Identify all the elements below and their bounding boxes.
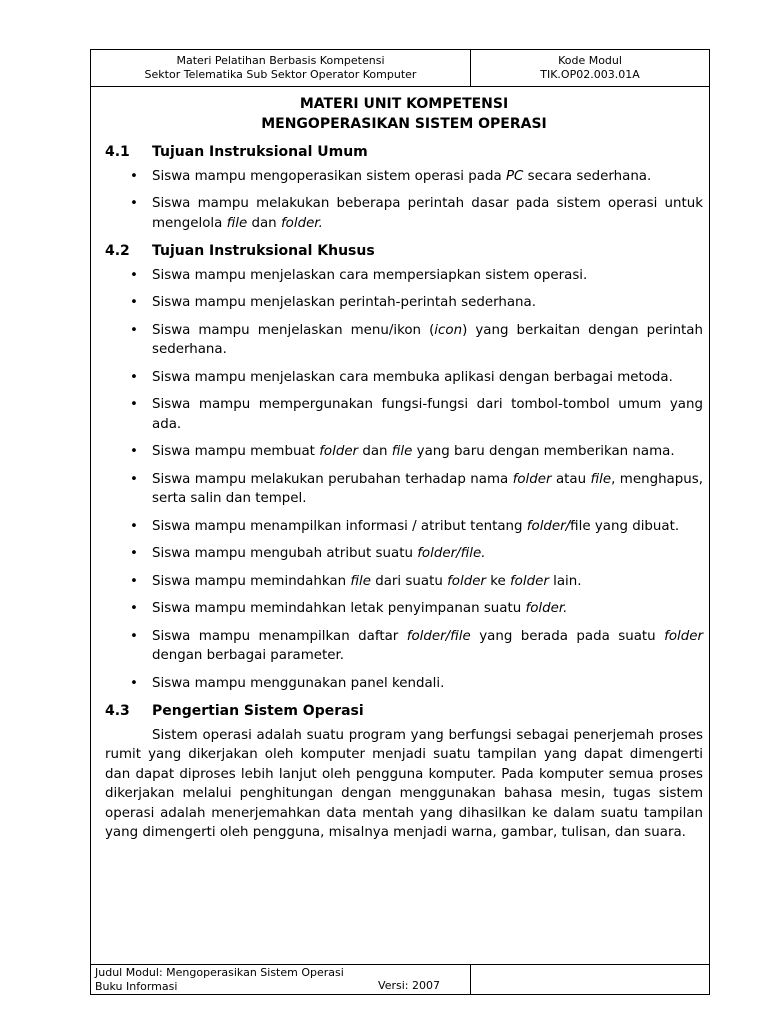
header-training-title: Materi Pelatihan Berbasis Kompetensi (176, 54, 385, 67)
section-number: 4.2 (105, 243, 130, 259)
italic-term: folder/file. (417, 546, 486, 561)
bullet-list (105, 167, 703, 234)
list-item: • Siswa mampu menampilkan informasi / atribut tentang folder/file yang dibuat. (105, 517, 703, 537)
italic-term: folder (447, 573, 486, 589)
page-footer (91, 964, 709, 994)
title-line-2: MENGOPERASIKAN SISTEM OPERASI (261, 116, 547, 132)
list-item: • Siswa mampu melakukan perubahan terhadap nama folder atau file, menghapus, serta salin dan tempel. (105, 470, 703, 509)
italic-term: folder (664, 628, 703, 644)
italic-term: PC (505, 168, 524, 184)
section-number: 4.3 (105, 703, 130, 719)
italic-term: icon (434, 322, 463, 338)
footer-version: Versi: 2007 (378, 979, 440, 992)
italic-term: file (391, 444, 413, 459)
list-item: • Siswa mampu menjelaskan cara membuka aplikasi dengan berbagai metoda. (105, 368, 703, 388)
body-paragraph: Sistem operasi adalah suatu program yang berfungsi sebagai penerjemah proses rumit yang dikerjakan oleh komputer menjadi suatu tampilan yang dapat dimengerti dan dapat diproses lebih lanjut oleh pengguna komputer. Pada komputer semua proses dikerjakan melalui penghitungan dengan menggunakan bahasa mesin, tugas sistem operasi adalah menerjemahkan data mentah yang dihasilkan ke dalam suatu tampilan yang dimengerti oleh pengguna, misalnya menjadi warna, gambar, tulisan, dan suara. (105, 727, 703, 840)
header-code-value: TIK.OP02.003.01A (540, 68, 640, 81)
section-heading (105, 242, 703, 262)
header-code-label: Kode Modul (558, 54, 622, 67)
document-title (105, 94, 703, 134)
section-title: Tujuan Instruksional Umum (152, 144, 368, 160)
list-item: • Siswa mampu menjelaskan cara mempersiapkan sistem operasi. (105, 266, 703, 286)
list-item: • Siswa mampu memindahkan letak penyimpanan suatu folder. (105, 599, 703, 619)
footer-blank-cell (471, 965, 709, 994)
section-title: Tujuan Instruksional Khusus (152, 243, 375, 259)
document-body (105, 94, 703, 843)
page-header (91, 50, 709, 87)
italic-term: folder (512, 471, 552, 487)
list-item: • Siswa mampu melakukan beberapa perintah dasar pada sistem operasi untuk mengelola file dan folder. (105, 194, 703, 233)
header-sector: Sektor Telematika Sub Sektor Operator Komputer (144, 68, 417, 81)
list-item: • Siswa mampu memindahkan file dari suatu folder ke folder lain. (105, 572, 703, 592)
italic-term: folder/file (406, 628, 471, 644)
list-item: • Siswa mampu membuat folder dan file yang baru dengan memberikan nama. (105, 442, 703, 462)
italic-term: file (226, 215, 248, 231)
italic-term: folder/ (526, 518, 571, 534)
section-heading (105, 143, 703, 163)
section-title: Pengertian Sistem Operasi (152, 703, 364, 719)
bullet-list (105, 266, 703, 694)
footer-book-type: Buku Informasi (95, 980, 178, 993)
footer-module-info (91, 965, 471, 994)
italic-term: folder (319, 444, 359, 459)
list-item: • Siswa mampu menggunakan panel kendali. (105, 674, 703, 694)
italic-term: file (590, 471, 612, 487)
header-module-code (471, 50, 709, 86)
header-module-info (91, 50, 471, 86)
list-item: • Siswa mampu menjelaskan menu/ikon (icon) yang berkaitan dengan perintah sederhana. (105, 321, 703, 360)
italic-term: folder. (525, 601, 568, 616)
sections-container (105, 143, 703, 843)
section-heading (105, 702, 703, 722)
page-frame (90, 49, 710, 995)
list-item: • Siswa mampu mempergunakan fungsi-fungsi dari tombol-tombol umum yang ada. (105, 395, 703, 434)
title-line-1: MATERI UNIT KOMPETENSI (299, 96, 509, 112)
footer-module-title: Judul Modul: Mengoperasikan Sistem Operasi (95, 966, 344, 979)
list-item: • Siswa mampu mengoperasikan sistem operasi pada PC secara sederhana. (105, 167, 703, 187)
section-number: 4.1 (105, 144, 130, 160)
italic-term: folder. (280, 215, 323, 231)
list-item: • Siswa mampu mengubah atribut suatu folder/file. (105, 544, 703, 564)
italic-term: folder (509, 573, 549, 589)
list-item: • Siswa mampu menampilkan daftar folder/file yang berada pada suatu folder dengan berbagai parameter. (105, 627, 703, 666)
list-item: • Siswa mampu menjelaskan perintah-perintah sederhana. (105, 293, 703, 313)
italic-term: file (350, 573, 371, 589)
